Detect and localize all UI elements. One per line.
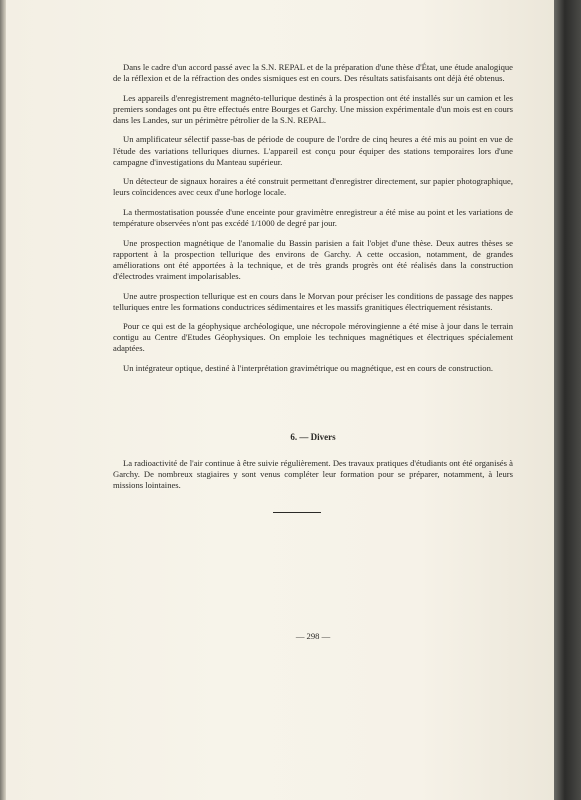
section-heading-divers: 6. — Divers (290, 432, 336, 442)
paragraph-optical-integrator: Un intégrateur optique, destiné à l'interprétation gravimétrique ou magnétique, est en cours de construction. (123, 362, 494, 373)
paragraph-morvan-prospection: Une autre prospection tellurique est en cours dans le Morvan pour préciser les conditions de passage des nappes telluriques entre les formations conductrices sédimentaires et les massifs granitiques électriquement résistants. (113, 290, 513, 312)
paragraph-seismic-study: Dans le cadre d'un accord passé avec la S.N. REPAL et de la préparation d'une thèse d'État, une étude analogique de la réflexion et de la réfraction des ondes sismiques est en cours. Des résultats satisfaisants ont déjà été obtenus. (113, 62, 513, 84)
paragraph-time-signal-detector: Un détecteur de signaux horaires a été construit permettant d'enregistrer directement, sur papier photographique, leurs coïncidences avec ceux d'une horloge locale. (113, 176, 513, 198)
paragraph-gravimeter-thermostat: La thermostatisation poussée d'une enceinte pour gravimètre enregistreur a été mise au point et les variations de température observées n'ont pas excédé 1/1000 de degré par jour. (113, 206, 513, 229)
paragraph-radioactivity: La radioactivité de l'air continue à être suivie régulièrement. Des travaux pratiques d'étudiants ont été organisés à Garchy. De nombreux stagiaires y sont venus compléter leur formation pour se préparer, notamment, à leurs missions lointaines. (113, 458, 513, 491)
section-divers-text (113, 458, 513, 491)
paragraph-archaeological-geophysics: Pour ce qui est de la géophysique archéologique, une nécropole mérovingienne a été mise à jour dans le terrain contigu au Centre d'Etudes Géophysiques. On emploie les techniques magnétiques et électriques spécialement adaptées. (113, 321, 513, 354)
paragraph-lowpass-amplifier: Un amplificateur sélectif passe-bas de période de coupure de l'ordre de cinq heures a été mis au point en vue de l'étude des variations telluriques diurnes. L'appareil est conçu pour équiper des stations temporaires lors d'une campagne d'investigations du Manteau supérieur. (113, 134, 513, 167)
paragraph-magnetic-prospection: Une prospection magnétique de l'anomalie du Bassin parisien a fait l'objet d'une thèse. Deux autres thèses se rapportent à la prospection tellurique des environs de Garchy. A cette occasion, notamment, de grandes améliorations ont été apportées à la technique, et de très grands progrès ont été réalisés dans la construction d'électrodes vraiment impolarisables. (113, 237, 513, 281)
section-end-rule (273, 512, 321, 513)
body-text (113, 62, 513, 383)
paragraph-magnetotelluric-truck: Les appareils d'enregistrement magnéto-tellurique destinés à la prospection ont été installés sur un camion et les premiers sondages ont pu être effectués entre Bourges et Garchy. Une mission expérimentale d'un mois est en cours dans les Landes, sur un périmètre pétrolier de la S.N. REPAL. (113, 92, 513, 125)
page-edge-shadow (554, 0, 581, 800)
page-number: — 298 — (295, 631, 331, 641)
